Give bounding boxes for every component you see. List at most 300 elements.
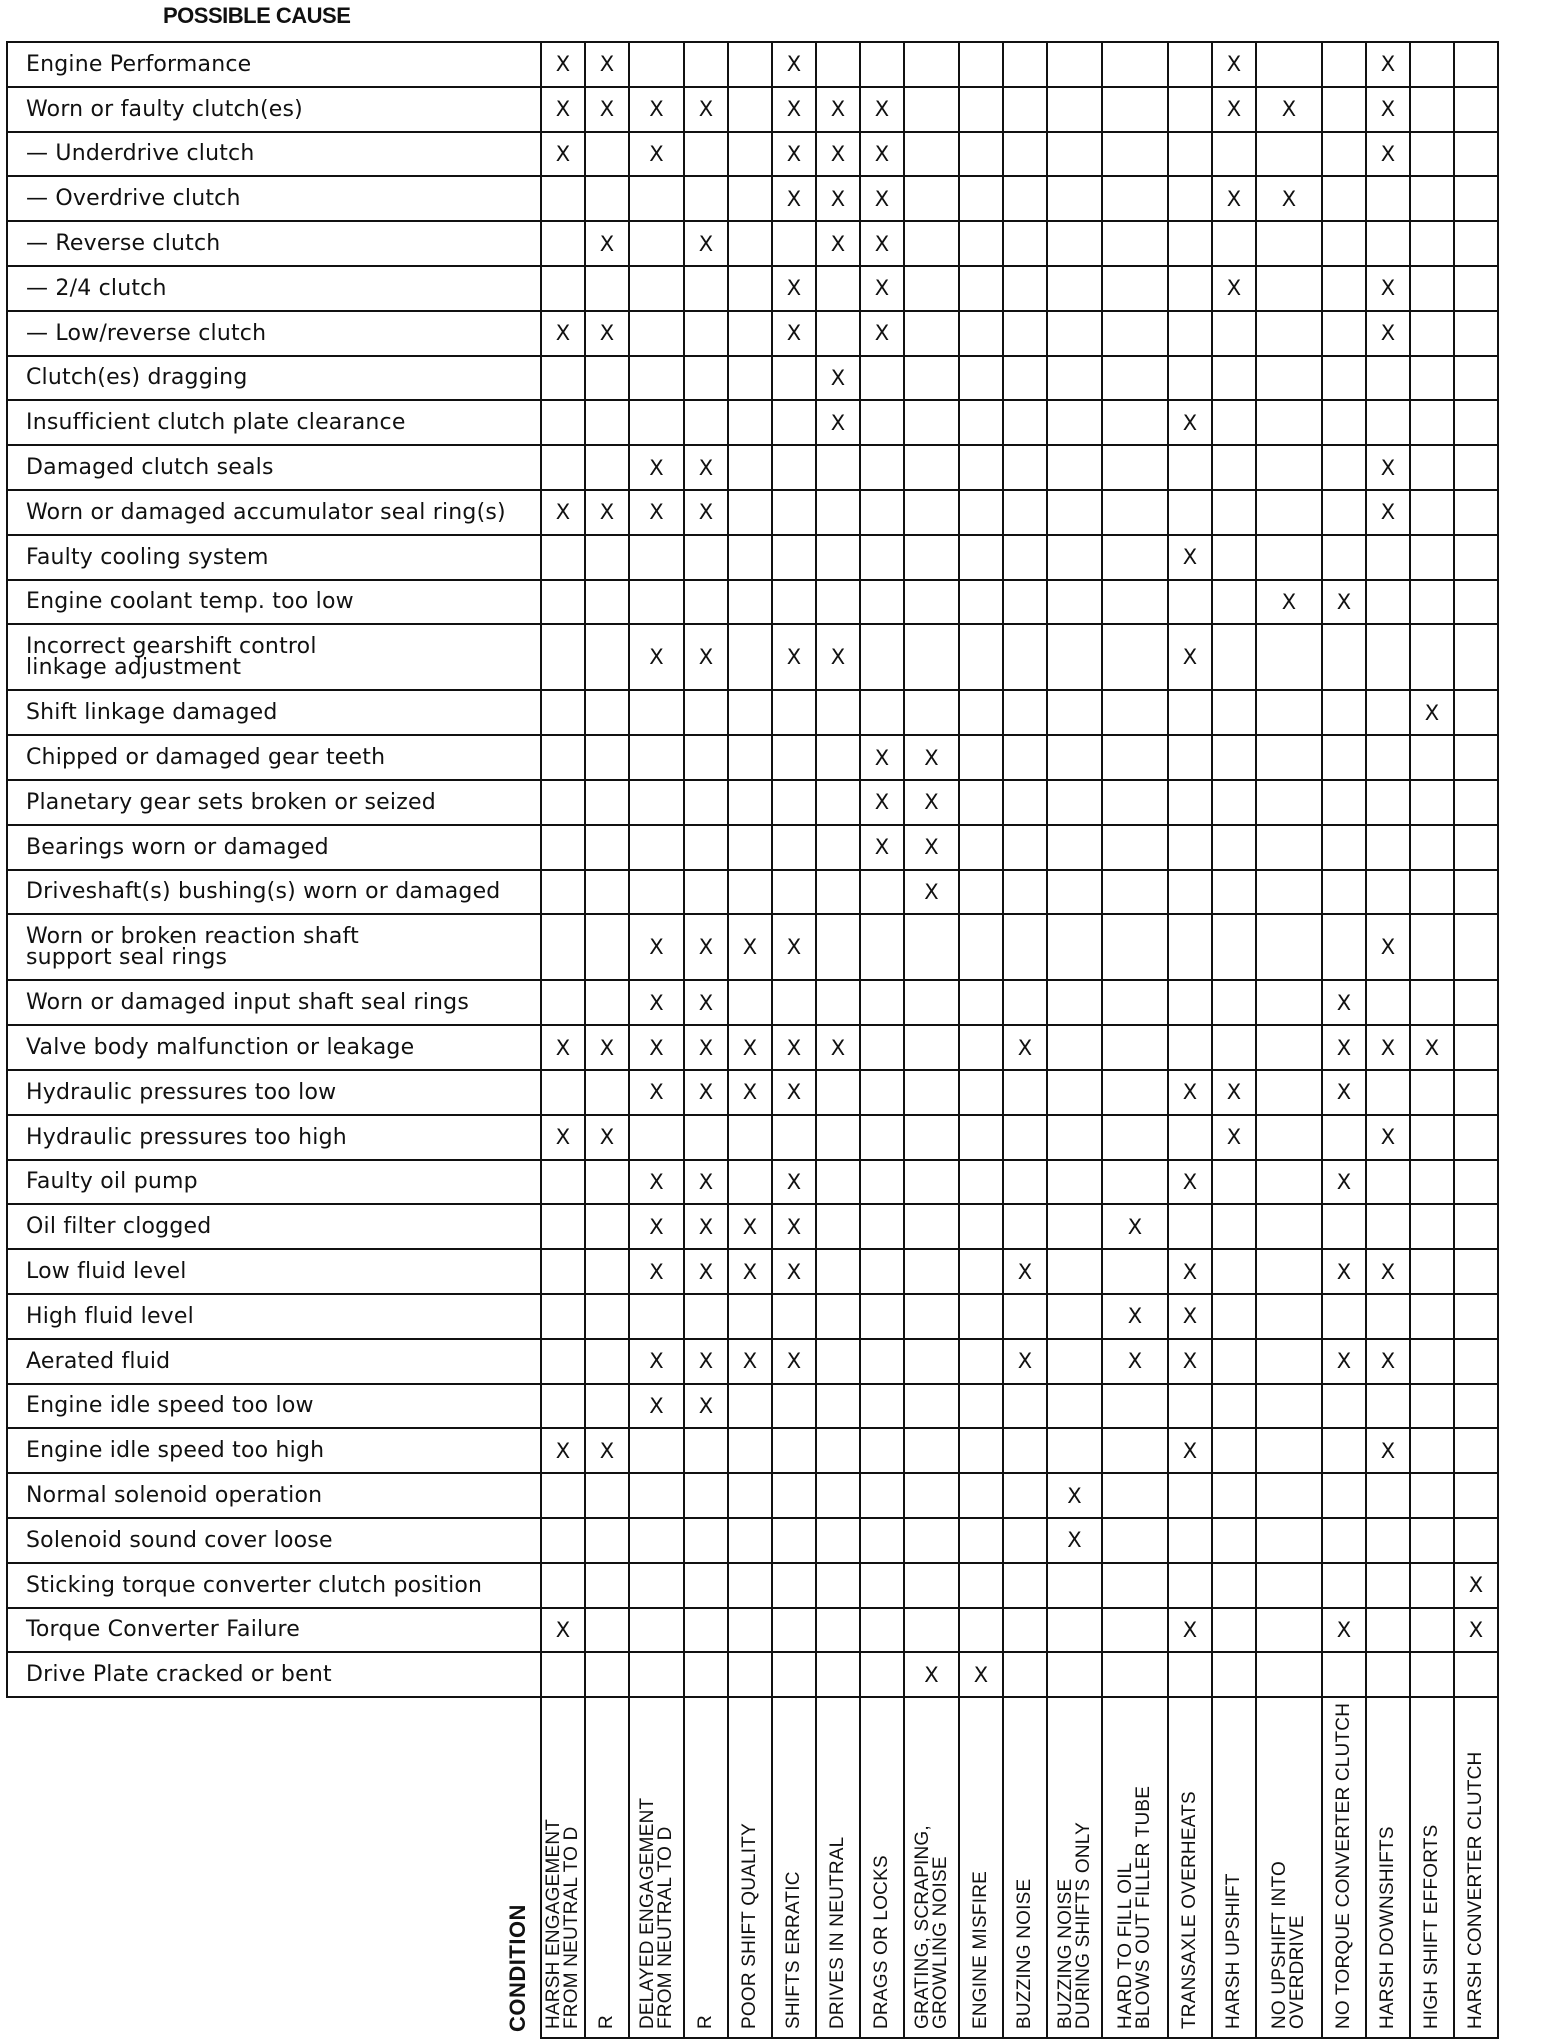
mark-cell	[585, 1473, 629, 1518]
condition-label-text: HARSH CONVERTER CLUTCH	[1465, 1751, 1486, 2030]
mark-cell	[860, 690, 904, 735]
mark-cell	[1410, 42, 1454, 87]
mark-cell: X	[541, 1608, 585, 1653]
mark-cell	[860, 1518, 904, 1563]
mark-cell	[1047, 266, 1102, 311]
mark-cell	[959, 266, 1003, 311]
mark-cell	[629, 735, 684, 780]
mark-cell	[959, 735, 1003, 780]
mark-cell	[1003, 735, 1047, 780]
table-row	[7, 1563, 1498, 1608]
mark-cell	[1410, 1384, 1454, 1429]
mark-cell	[959, 132, 1003, 177]
mark-cell	[1410, 535, 1454, 580]
mark-cell: X	[1168, 400, 1212, 445]
mark-cell	[1003, 1652, 1047, 1697]
mark-cell	[1410, 1339, 1454, 1384]
mark-cell	[959, 1294, 1003, 1339]
mark-cell: X	[860, 87, 904, 132]
mark-cell	[1102, 221, 1168, 266]
mark-cell	[959, 980, 1003, 1025]
table-row	[7, 1160, 1498, 1205]
mark-cell	[1410, 1160, 1454, 1205]
mark-cell	[541, 1249, 585, 1294]
mark-cell	[860, 1608, 904, 1653]
mark-cell: X	[728, 1070, 772, 1115]
mark-cell	[541, 356, 585, 401]
cause-cell: Incorrect gearshift control linkage adjustment	[7, 624, 541, 690]
table-row	[7, 735, 1498, 780]
condition-label-text: NO TORQUE CONVERTER CLUTCH	[1333, 1702, 1354, 2030]
mark-cell	[629, 1608, 684, 1653]
mark-cell: X	[629, 490, 684, 535]
table-row	[7, 980, 1498, 1025]
mark-cell	[959, 914, 1003, 980]
mark-cell	[1410, 914, 1454, 980]
mark-cell: X	[772, 311, 816, 356]
mark-cell	[1168, 914, 1212, 980]
mark-cell	[684, 266, 728, 311]
mark-cell	[1410, 1518, 1454, 1563]
mark-cell: X	[1322, 580, 1366, 625]
mark-cell: X	[1212, 42, 1256, 87]
mark-cell	[728, 825, 772, 870]
table-row	[7, 132, 1498, 177]
mark-cell: X	[1168, 1160, 1212, 1205]
mark-cell: X	[541, 132, 585, 177]
mark-cell	[1454, 535, 1498, 580]
mark-cell: X	[1047, 1473, 1102, 1518]
cause-cell: Oil filter clogged	[7, 1204, 541, 1249]
mark-cell	[585, 535, 629, 580]
mark-cell	[1256, 735, 1322, 780]
condition-label-text: TRANSAXLE OVERHEATS	[1179, 1791, 1200, 2030]
mark-cell	[1410, 490, 1454, 535]
mark-cell	[1047, 825, 1102, 870]
mark-cell: X	[1454, 1563, 1498, 1608]
mark-cell	[1454, 580, 1498, 625]
mark-cell: X	[684, 1339, 728, 1384]
mark-cell	[541, 780, 585, 825]
mark-cell	[1003, 580, 1047, 625]
mark-cell	[1366, 735, 1410, 780]
mark-cell	[629, 580, 684, 625]
mark-cell	[1212, 1608, 1256, 1653]
mark-cell: X	[629, 445, 684, 490]
mark-cell	[585, 1070, 629, 1115]
mark-cell: X	[772, 624, 816, 690]
mark-cell: X	[684, 87, 728, 132]
mark-cell	[904, 1204, 959, 1249]
mark-cell	[1168, 132, 1212, 177]
mark-cell	[1454, 624, 1498, 690]
mark-cell	[1212, 1339, 1256, 1384]
mark-cell	[816, 1428, 860, 1473]
mark-cell	[1003, 221, 1047, 266]
mark-cell	[585, 1160, 629, 1205]
table-row	[7, 870, 1498, 915]
condition-label-text: BUZZING NOISE DURING SHIFTS ONLY	[1054, 1822, 1094, 2030]
mark-cell	[860, 1339, 904, 1384]
mark-cell	[904, 1249, 959, 1294]
mark-cell	[629, 221, 684, 266]
mark-cell	[1366, 624, 1410, 690]
mark-cell	[1047, 1115, 1102, 1160]
mark-cell	[1322, 1518, 1366, 1563]
mark-cell	[1454, 1160, 1498, 1205]
mark-cell	[1366, 535, 1410, 580]
mark-cell	[860, 400, 904, 445]
mark-cell	[1256, 1160, 1322, 1205]
mark-cell	[728, 400, 772, 445]
mark-cell	[1256, 1070, 1322, 1115]
table-row	[7, 825, 1498, 870]
mark-cell	[1003, 87, 1047, 132]
mark-cell	[1322, 356, 1366, 401]
cause-cell: Engine coolant temp. too low	[7, 580, 541, 625]
mark-cell	[1102, 1249, 1168, 1294]
mark-cell	[684, 132, 728, 177]
mark-cell	[684, 400, 728, 445]
mark-cell	[1102, 1070, 1168, 1115]
mark-cell	[541, 1294, 585, 1339]
cause-cell: Insufficient clutch plate clearance	[7, 400, 541, 445]
mark-cell: X	[1322, 1608, 1366, 1653]
mark-cell	[904, 87, 959, 132]
mark-cell: X	[1212, 1070, 1256, 1115]
mark-cell	[1410, 980, 1454, 1025]
mark-cell	[1003, 1518, 1047, 1563]
mark-cell	[684, 1115, 728, 1160]
mark-cell	[629, 400, 684, 445]
mark-cell	[1256, 690, 1322, 735]
cause-cell: Faulty cooling system	[7, 535, 541, 580]
table-row	[7, 42, 1498, 87]
mark-cell	[1102, 1563, 1168, 1608]
mark-cell	[1410, 825, 1454, 870]
mark-cell	[585, 980, 629, 1025]
mark-cell	[904, 266, 959, 311]
mark-cell: X	[629, 1025, 684, 1070]
mark-cell	[816, 1473, 860, 1518]
mark-cell	[772, 780, 816, 825]
table-row	[7, 1204, 1498, 1249]
mark-cell	[860, 1294, 904, 1339]
mark-cell: X	[629, 1249, 684, 1294]
mark-cell	[959, 1115, 1003, 1160]
page-title: POSSIBLE CAUSE	[163, 3, 351, 28]
mark-cell: X	[1102, 1204, 1168, 1249]
condition-label-text: GRATING, SCRAPING, GROWLING NOISE	[911, 1825, 951, 2030]
mark-cell: X	[860, 825, 904, 870]
mark-cell	[1047, 735, 1102, 780]
mark-cell	[1322, 42, 1366, 87]
condition-header	[1047, 1697, 1102, 2038]
mark-cell	[1212, 580, 1256, 625]
mark-cell	[1003, 1115, 1047, 1160]
mark-cell	[1212, 870, 1256, 915]
mark-cell	[1256, 624, 1322, 690]
mark-cell: X	[684, 980, 728, 1025]
mark-cell	[585, 1384, 629, 1429]
mark-cell	[728, 1115, 772, 1160]
mark-cell	[1410, 1294, 1454, 1339]
condition-header	[629, 1697, 684, 2038]
mark-cell: X	[1322, 1339, 1366, 1384]
cause-cell: Worn or damaged input shaft seal rings	[7, 980, 541, 1025]
mark-cell	[1366, 1608, 1410, 1653]
mark-cell	[1366, 580, 1410, 625]
mark-cell	[860, 870, 904, 915]
mark-cell	[1047, 445, 1102, 490]
mark-cell	[816, 580, 860, 625]
mark-cell: X	[585, 490, 629, 535]
mark-cell	[904, 1608, 959, 1653]
mark-cell	[1256, 1339, 1322, 1384]
mark-cell	[1102, 1608, 1168, 1653]
mark-cell	[1102, 735, 1168, 780]
mark-cell	[772, 870, 816, 915]
mark-cell	[772, 980, 816, 1025]
mark-cell	[1366, 1384, 1410, 1429]
mark-cell	[1322, 490, 1366, 535]
mark-cell	[772, 400, 816, 445]
cause-cell: Worn or damaged accumulator seal ring(s)	[7, 490, 541, 535]
mark-cell	[816, 735, 860, 780]
mark-cell	[772, 535, 816, 580]
mark-cell	[1003, 1428, 1047, 1473]
mark-cell	[1102, 624, 1168, 690]
mark-cell	[629, 1518, 684, 1563]
mark-cell: X	[629, 132, 684, 177]
mark-cell	[1256, 1204, 1322, 1249]
mark-cell	[541, 1518, 585, 1563]
mark-cell: X	[1168, 1428, 1212, 1473]
mark-cell	[1322, 176, 1366, 221]
mark-cell	[1102, 1160, 1168, 1205]
mark-cell	[1454, 1025, 1498, 1070]
mark-cell	[816, 1160, 860, 1205]
table-row	[7, 176, 1498, 221]
mark-cell	[816, 1115, 860, 1160]
mark-cell	[1454, 690, 1498, 735]
mark-cell	[959, 1518, 1003, 1563]
mark-cell	[1168, 825, 1212, 870]
cause-cell: High fluid level	[7, 1294, 541, 1339]
mark-cell	[1410, 735, 1454, 780]
mark-cell	[904, 980, 959, 1025]
mark-cell	[1322, 870, 1366, 915]
table-row	[7, 580, 1498, 625]
mark-cell: X	[816, 624, 860, 690]
mark-cell	[1003, 1294, 1047, 1339]
mark-cell	[1047, 132, 1102, 177]
mark-cell	[904, 445, 959, 490]
mark-cell	[1366, 690, 1410, 735]
mark-cell	[1454, 311, 1498, 356]
mark-cell: X	[1366, 42, 1410, 87]
table-row	[7, 1652, 1498, 1697]
mark-cell: X	[772, 914, 816, 980]
mark-cell	[959, 1473, 1003, 1518]
mark-cell	[585, 1652, 629, 1697]
condition-label: CONDITION	[505, 1904, 530, 2032]
mark-cell	[1454, 356, 1498, 401]
mark-cell	[541, 735, 585, 780]
mark-cell	[1322, 780, 1366, 825]
cause-cell: Solenoid sound cover loose	[7, 1518, 541, 1563]
mark-cell: X	[541, 1428, 585, 1473]
mark-cell	[1454, 42, 1498, 87]
mark-cell	[541, 445, 585, 490]
cause-cell: Planetary gear sets broken or seized	[7, 780, 541, 825]
mark-cell	[772, 1384, 816, 1429]
mark-cell: X	[1366, 914, 1410, 980]
condition-header	[1322, 1697, 1366, 2038]
mark-cell	[1454, 1652, 1498, 1697]
mark-cell	[772, 735, 816, 780]
mark-cell	[728, 132, 772, 177]
mark-cell: X	[904, 870, 959, 915]
mark-cell	[684, 1563, 728, 1608]
mark-cell	[1212, 1473, 1256, 1518]
mark-cell	[904, 1384, 959, 1429]
mark-cell	[959, 445, 1003, 490]
mark-cell	[1410, 1249, 1454, 1294]
mark-cell	[959, 690, 1003, 735]
mark-cell: X	[1003, 1339, 1047, 1384]
mark-cell	[1366, 1518, 1410, 1563]
mark-cell	[1454, 1339, 1498, 1384]
table-row	[7, 1428, 1498, 1473]
mark-cell	[860, 1160, 904, 1205]
cause-cell: Low fluid level	[7, 1249, 541, 1294]
mark-cell	[629, 780, 684, 825]
mark-cell	[541, 1204, 585, 1249]
table-row	[7, 1473, 1498, 1518]
mark-cell	[959, 870, 1003, 915]
cause-cell: Damaged clutch seals	[7, 445, 541, 490]
mark-cell	[1003, 311, 1047, 356]
mark-cell	[1410, 400, 1454, 445]
condition-header	[1366, 1697, 1410, 2038]
mark-cell	[585, 735, 629, 780]
diagnosis-table	[6, 41, 1499, 2039]
mark-cell: X	[1454, 1608, 1498, 1653]
mark-cell	[904, 311, 959, 356]
mark-cell	[585, 1249, 629, 1294]
mark-cell	[684, 42, 728, 87]
mark-cell: X	[585, 221, 629, 266]
condition-label-text: HARSH UPSHIFT	[1223, 1873, 1244, 2030]
mark-cell	[1410, 1563, 1454, 1608]
mark-cell	[585, 825, 629, 870]
mark-cell	[860, 1652, 904, 1697]
mark-cell	[959, 311, 1003, 356]
mark-cell: X	[684, 490, 728, 535]
mark-cell: X	[629, 87, 684, 132]
mark-cell	[1410, 311, 1454, 356]
mark-cell: X	[860, 176, 904, 221]
mark-cell	[1454, 1428, 1498, 1473]
mark-cell	[860, 624, 904, 690]
mark-cell	[772, 490, 816, 535]
mark-cell: X	[816, 87, 860, 132]
mark-cell	[1047, 1428, 1102, 1473]
mark-cell	[959, 1249, 1003, 1294]
mark-cell: X	[541, 87, 585, 132]
mark-cell	[1047, 42, 1102, 87]
mark-cell	[860, 580, 904, 625]
mark-cell: X	[541, 490, 585, 535]
mark-cell	[1366, 221, 1410, 266]
mark-cell	[959, 624, 1003, 690]
mark-cell	[1410, 266, 1454, 311]
mark-cell	[1256, 221, 1322, 266]
mark-cell	[541, 580, 585, 625]
condition-header	[772, 1697, 816, 2038]
mark-cell	[1168, 870, 1212, 915]
mark-cell	[816, 445, 860, 490]
mark-cell	[1047, 1563, 1102, 1608]
mark-cell	[959, 176, 1003, 221]
mark-cell: X	[1366, 266, 1410, 311]
cause-cell: Sticking torque converter clutch position	[7, 1563, 541, 1608]
mark-cell	[1212, 400, 1256, 445]
mark-cell	[772, 825, 816, 870]
condition-label-text: HARD TO FILL OIL BLOWS OUT FILLER TUBE	[1115, 1785, 1154, 2030]
table-row	[7, 1025, 1498, 1070]
mark-cell: X	[1168, 535, 1212, 580]
mark-cell	[728, 580, 772, 625]
mark-cell	[1102, 1115, 1168, 1160]
mark-cell	[860, 535, 904, 580]
mark-cell	[1168, 580, 1212, 625]
mark-cell	[1366, 400, 1410, 445]
mark-cell	[1168, 735, 1212, 780]
mark-cell	[1454, 1204, 1498, 1249]
cause-cell: Chipped or damaged gear teeth	[7, 735, 541, 780]
mark-cell	[1212, 980, 1256, 1025]
mark-cell: X	[585, 42, 629, 87]
mark-cell	[585, 356, 629, 401]
mark-cell	[1454, 490, 1498, 535]
mark-cell: X	[816, 176, 860, 221]
mark-cell	[1212, 490, 1256, 535]
table-row	[7, 624, 1498, 690]
mark-cell	[1003, 1070, 1047, 1115]
mark-cell	[629, 1473, 684, 1518]
mark-cell	[1322, 445, 1366, 490]
mark-cell: X	[1366, 1115, 1410, 1160]
cause-cell: Shift linkage damaged	[7, 690, 541, 735]
mark-cell	[1256, 980, 1322, 1025]
mark-cell	[684, 1518, 728, 1563]
mark-cell	[684, 1294, 728, 1339]
mark-cell	[816, 535, 860, 580]
mark-cell	[585, 266, 629, 311]
mark-cell	[1410, 1428, 1454, 1473]
condition-label-text: NO UPSHIFT INTO OVERDRIVE	[1269, 1861, 1308, 2030]
mark-cell	[629, 1652, 684, 1697]
cause-cell: Worn or faulty clutch(es)	[7, 87, 541, 132]
mark-cell	[629, 42, 684, 87]
mark-cell	[1168, 490, 1212, 535]
table-row	[7, 266, 1498, 311]
mark-cell	[1212, 356, 1256, 401]
condition-header	[684, 1697, 728, 2038]
mark-cell: X	[684, 1249, 728, 1294]
